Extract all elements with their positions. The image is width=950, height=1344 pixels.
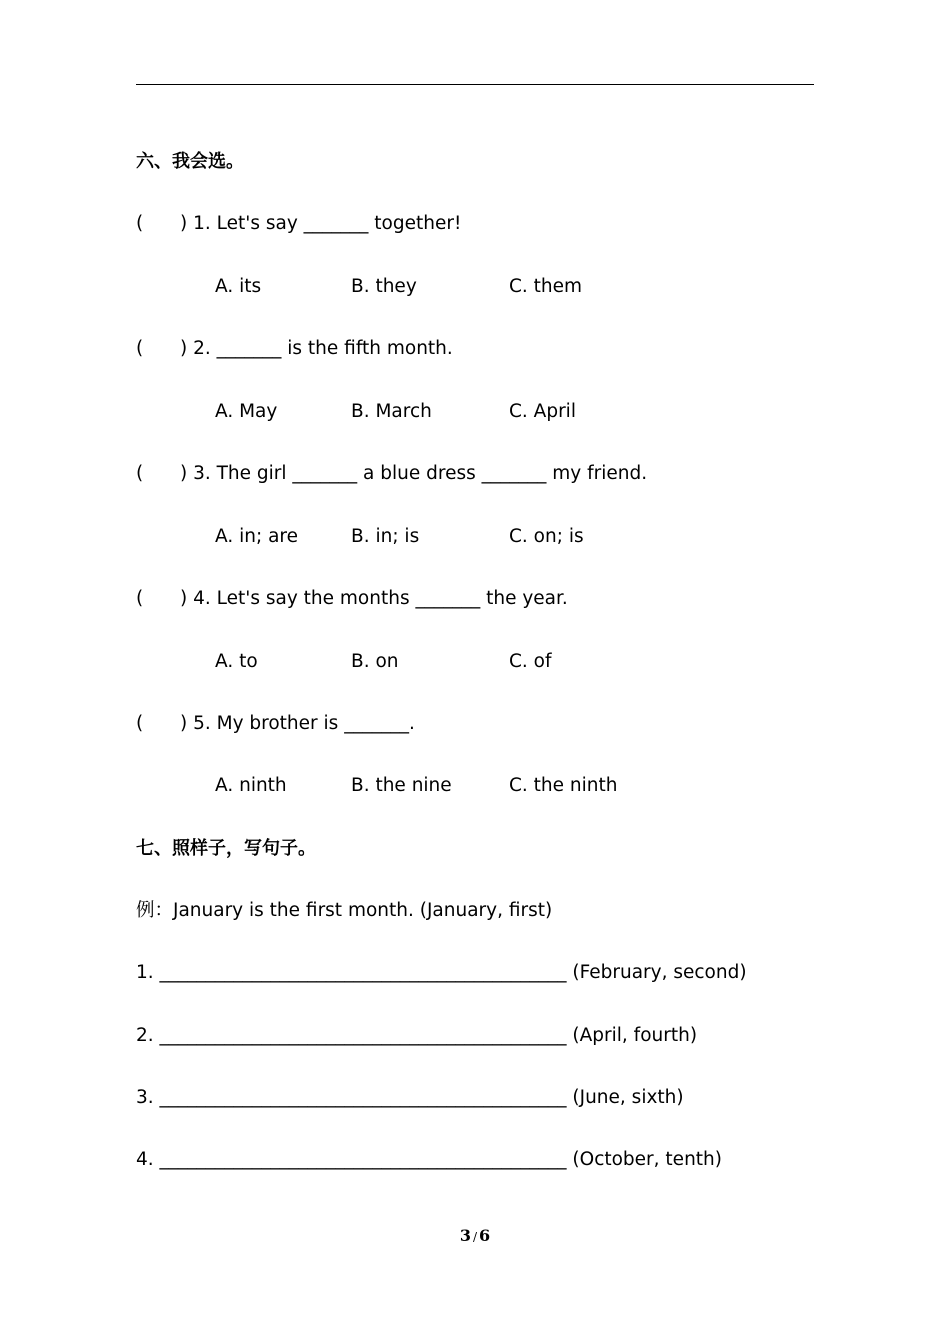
option-a: A. May <box>215 401 278 422</box>
section-6-title: 六、我会选。 <box>136 151 244 172</box>
writing-item-1: 1. ____________________________________________ (February, second) <box>136 962 747 983</box>
page-separator: / <box>472 1230 478 1244</box>
total-pages: 6 <box>479 1226 491 1245</box>
question-stem: ) 2. _______ is the fifth month. <box>180 338 453 359</box>
answer-paren: ( <box>136 338 144 359</box>
answer-paren: ( <box>136 713 144 734</box>
option-c: C. them <box>509 276 583 297</box>
option-b: B. on <box>351 651 399 672</box>
option-a: A. ninth <box>215 775 287 796</box>
writing-item-3: 3. ____________________________________________ (June, sixth) <box>136 1087 684 1108</box>
option-b: B. the nine <box>351 775 452 796</box>
option-b: B. in; is <box>351 526 420 547</box>
option-b: B. March <box>351 401 432 422</box>
option-a: A. in; are <box>215 526 298 547</box>
option-c: C. April <box>509 401 576 422</box>
answer-paren: ( <box>136 588 144 609</box>
option-a: A. its <box>215 276 262 297</box>
writing-item-2: 2. ____________________________________________ (April, fourth) <box>136 1025 698 1046</box>
question-3 <box>136 461 647 487</box>
question-stem: ) 5. My brother is _______. <box>180 713 415 734</box>
header-divider <box>136 84 814 85</box>
answer-paren: ( <box>136 213 144 234</box>
example-sentence: 例：January is the first month. (January, first) <box>136 900 553 921</box>
option-c: C. of <box>509 651 552 672</box>
page-number <box>0 1226 950 1245</box>
option-c: C. on; is <box>509 526 584 547</box>
current-page: 3 <box>459 1226 471 1245</box>
writing-item-4: 4. ____________________________________________ (October, tenth) <box>136 1149 722 1170</box>
option-b: B. they <box>351 276 417 297</box>
question-1 <box>136 211 461 237</box>
section-7-title: 七、照样子，写句子。 <box>136 838 316 859</box>
option-a: A. to <box>215 651 258 672</box>
answer-paren: ( <box>136 463 144 484</box>
question-2 <box>136 336 453 362</box>
question-stem: ) 1. Let's say _______ together! <box>180 213 462 234</box>
question-4 <box>136 586 568 612</box>
question-5 <box>136 711 415 737</box>
question-stem: ) 4. Let's say the months _______ the year. <box>180 588 568 609</box>
option-c: C. the ninth <box>509 775 618 796</box>
question-stem: ) 3. The girl _______ a blue dress _______ my friend. <box>180 463 648 484</box>
